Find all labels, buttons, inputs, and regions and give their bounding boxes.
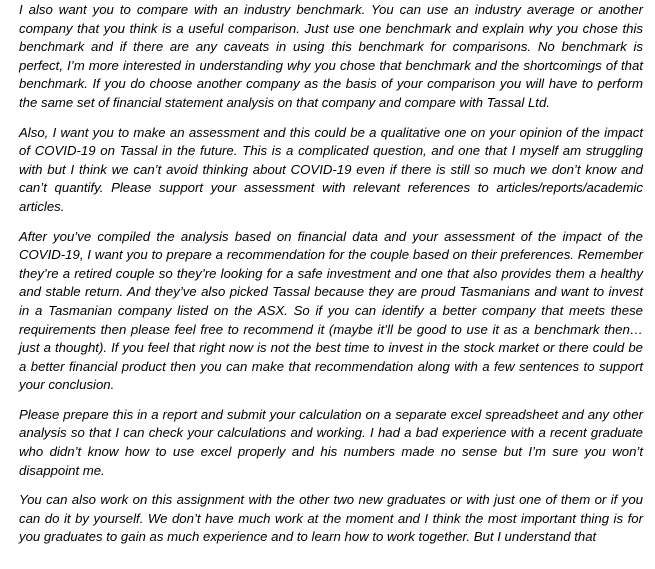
paragraph-benchmark: I also want you to compare with an industry benchmark. You can use an industry average or another company that you think is a useful comparison. Just use one benchmark and explain why you chose this benchmark and if there are any caveats in using this benchmark for comparisons. No benchmark is perfect, I’m more interested in understanding why you chose that benchmark and the shortcomings of that benchmark. If you do choose another company as the basis of your comparison you will have to perform the same set of financial statement analysis on that company and compare with Tassal Ltd. [19, 2, 643, 110]
paragraph-recommendation: After you’ve compiled the analysis based on financial data and your assessment of the impact of the COVID-19, I want you to prepare a recommendation for the couple based on their preferences. Remember they’re a retired couple so they’re looking for a safe investment and one that also provides them a healthy and stable return. And they’ve also picked Tassal because they are proud Tasmanians and want to invest in a Tasmanian company listed on the ASX. So if you can identify a better company that meets these requirements then please feel free to recommend it (maybe it’ll be good to use it as a benchmark then…just a thought). If you feel that right now is not the best time to invest in the stock market or there could be a better financial product then you can make that recommendation along with a few sentences to support your conclusion. [19, 228, 643, 393]
paragraph-report-submission: Please prepare this in a report and submit your calculation on a separate excel spreadsheet and any other analysis so that I can check your calculations and working. I had a bad experience with a recent graduate who didn’t know how to use excel properly and his numbers made no sense but I’m sure you won’t disappoint me. [19, 406, 643, 478]
document-body [19, 1, 643, 558]
paragraph-teamwork: You can also work on this assignment with the other two new graduates or with just one of them or if you can do it by yourself. We don’t have much work at the moment and I think the most important thing is for you graduates to gain as much experience and to learn how to work together. But I understand that [19, 492, 643, 545]
paragraph-covid-assessment: Also, I want you to make an assessment and this could be a qualitative one on your opinion of the impact of COVID-19 on Tassal in the future. This is a complicated question, and one that I myself am struggling with but I think we can’t avoid thinking about COVID-19 even if there is still so much we don’t know and can’t quantify. Please support your assessment with relevant references to articles/reports/academic articles. [19, 124, 643, 214]
